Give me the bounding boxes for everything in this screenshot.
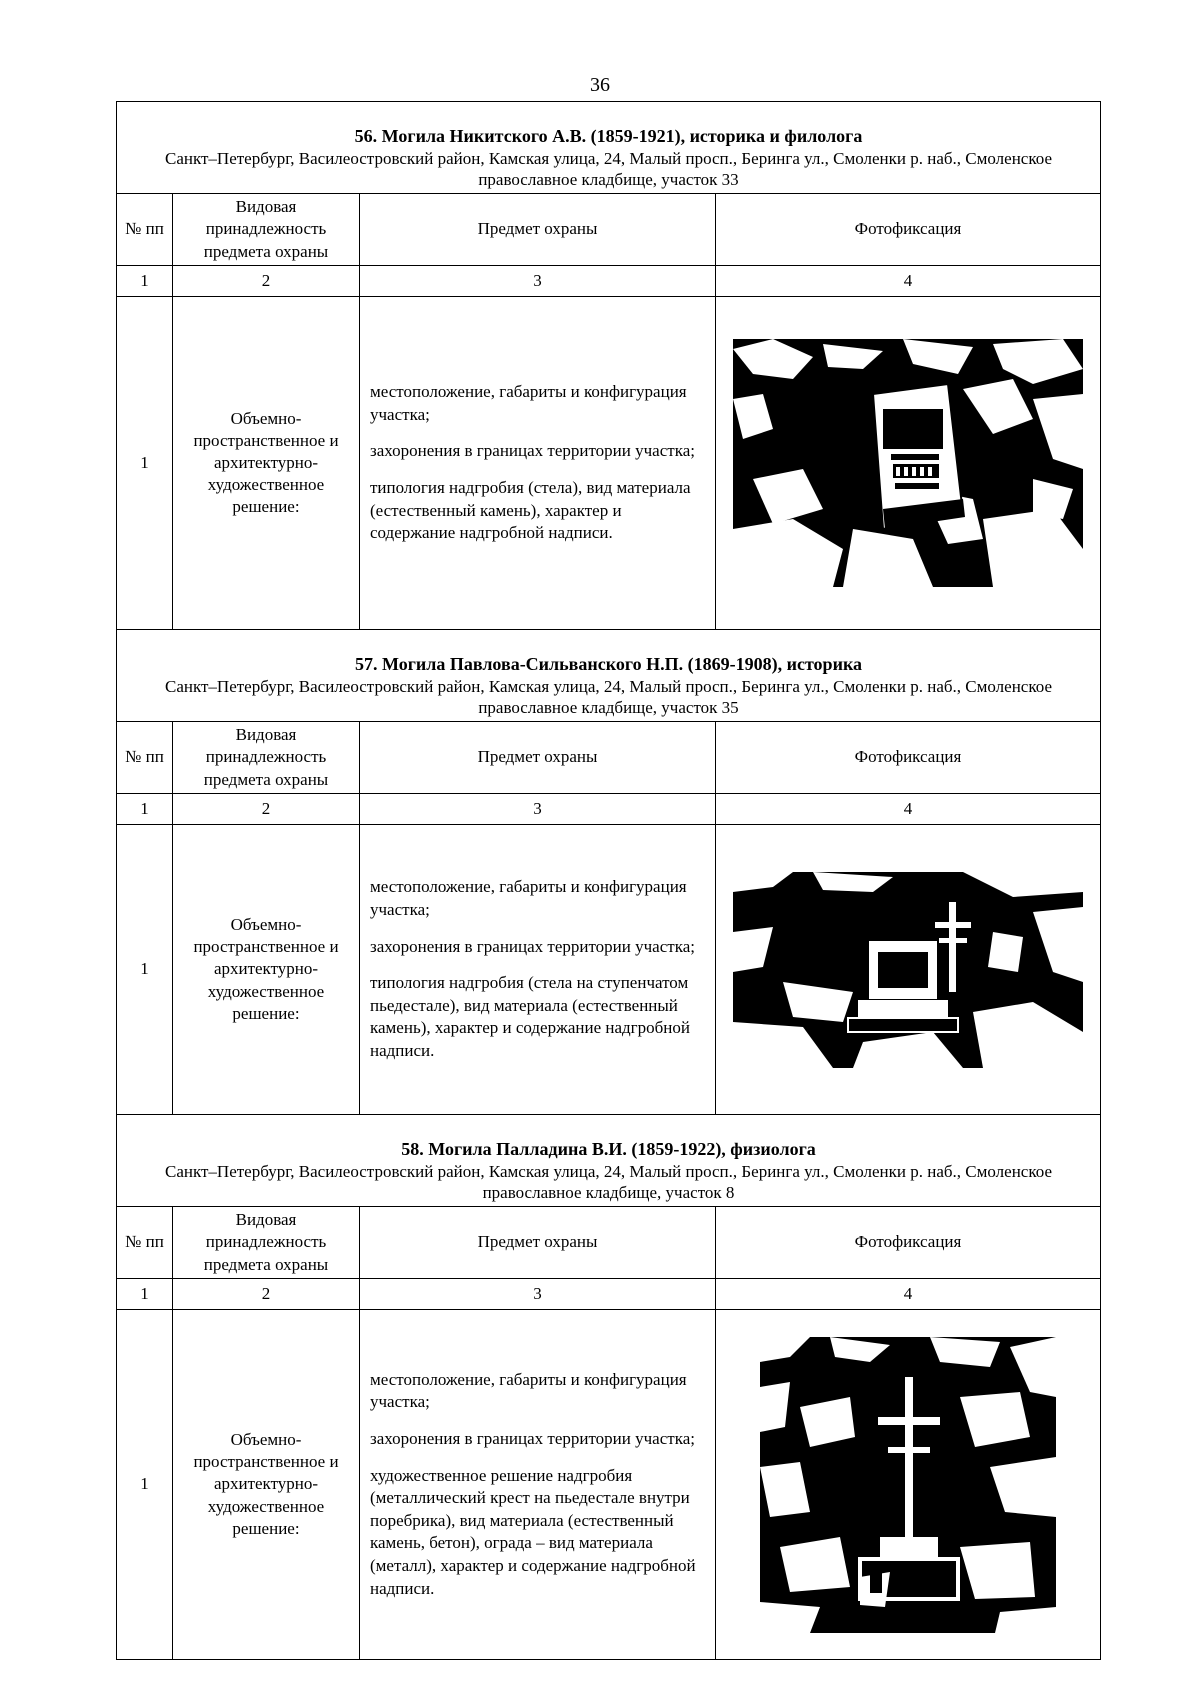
subject-cell — [360, 297, 716, 630]
subject-cell — [360, 825, 716, 1115]
header-photo: Фотофиксация — [716, 194, 1101, 266]
subject-item: местоположение, габариты и конфигурация участка; — [370, 382, 687, 424]
header-category: Видовая принадлежность предмета охраны — [173, 722, 360, 794]
object-header-row — [117, 630, 1101, 722]
subject-item: типология надгробия (стела), вид материала (естественный камень), характер и содержание надгробной надписи. — [370, 478, 691, 543]
object-header-row — [117, 1115, 1101, 1207]
row-number: 1 — [117, 1310, 173, 1660]
column-number: 4 — [716, 794, 1101, 825]
subject-item: захоронения в границах территории участка; — [370, 1428, 695, 1448]
data-row — [117, 1310, 1101, 1660]
object-address: Санкт–Петербург, Василеостровский район, Камская улица, 24, Малый просп., Беринга ул., Смоленки р. наб., Смоленское православное кладбище, участок 8 — [164, 1161, 1052, 1202]
column-header-row — [117, 1207, 1101, 1279]
column-number: 2 — [173, 266, 360, 297]
photo-cell — [716, 825, 1101, 1115]
category-cell: Объемно-пространственное и архитектурно-художественное решение: — [173, 1310, 360, 1660]
header-no: № пп — [117, 194, 173, 266]
object-title: 58. Могила Палладина В.И. (1859-1922), физиолога — [401, 1139, 816, 1159]
photo-cell — [716, 1310, 1101, 1660]
subject-item: захоронения в границах территории участка; — [370, 936, 695, 956]
header-photo: Фотофиксация — [716, 1207, 1101, 1279]
subject-item: типология надгробия (стела на ступенчатом пьедестале), вид материала (естественный камень), характер и содержание надгробной надписи. — [370, 973, 690, 1061]
category-cell: Объемно-пространственное и архитектурно-художественное решение: — [173, 825, 360, 1115]
object-header — [117, 102, 1101, 194]
header-photo: Фотофиксация — [716, 722, 1101, 794]
column-number: 2 — [173, 1279, 360, 1310]
data-row — [117, 825, 1101, 1115]
subject-item: местоположение, габариты и конфигурация участка; — [370, 877, 687, 919]
column-number: 1 — [117, 794, 173, 825]
column-number: 4 — [716, 1279, 1101, 1310]
column-number-row — [117, 794, 1101, 825]
column-number-row — [117, 266, 1101, 297]
photo-cell — [716, 297, 1101, 630]
object-header — [117, 1115, 1101, 1207]
column-number: 3 — [360, 266, 716, 297]
subject-item: местоположение, габариты и конфигурация участка; — [370, 1369, 687, 1412]
page-number: 36 — [590, 74, 610, 96]
subject-item: захоронения в границах территории участка; — [370, 441, 695, 461]
column-number: 3 — [360, 794, 716, 825]
column-number: 2 — [173, 794, 360, 825]
object-header-row — [117, 102, 1101, 194]
grave-photo — [760, 1337, 1056, 1633]
object-title: 56. Могила Никитского А.В. (1859-1921), историка и филолога — [354, 126, 863, 146]
header-no: № пп — [117, 722, 173, 794]
subject-item: художественное решение надгробия (металлический крест на пьедестале внутри поребрика), вид материала (естественный камень, бетон), ограда – вид материала (металл), характер и содержание надгробной надписи. — [370, 1465, 696, 1598]
object-address: Санкт–Петербург, Василеостровский район, Камская улица, 24, Малый просп., Беринга ул., Смоленки р. наб., Смоленское православное кладбище, участок 35 — [164, 676, 1052, 717]
data-row — [117, 297, 1101, 630]
header-category: Видовая принадлежность предмета охраны — [173, 194, 360, 266]
grave-photo — [733, 872, 1083, 1068]
column-number: 1 — [117, 266, 173, 297]
column-header-row — [117, 194, 1101, 266]
column-number: 4 — [716, 266, 1101, 297]
object-header — [117, 630, 1101, 722]
protection-subjects-table — [116, 101, 1101, 1660]
header-no: № пп — [117, 1207, 173, 1279]
header-subject: Предмет охраны — [360, 1207, 716, 1279]
category-cell: Объемно-пространственное и архитектурно-художественное решение: — [173, 297, 360, 630]
object-title: 57. Могила Павлова-Сильванского Н.П. (1869-1908), историка — [354, 654, 863, 674]
grave-photo — [733, 339, 1083, 587]
header-category: Видовая принадлежность предмета охраны — [173, 1207, 360, 1279]
column-number-row — [117, 1279, 1101, 1310]
row-number: 1 — [117, 825, 173, 1115]
subject-cell — [360, 1310, 716, 1660]
column-number: 1 — [117, 1279, 173, 1310]
header-subject: Предмет охраны — [360, 722, 716, 794]
object-address: Санкт–Петербург, Василеостровский район, Камская улица, 24, Малый просп., Беринга ул., Смоленки р. наб., Смоленское православное кладбище, участок 33 — [164, 148, 1052, 189]
row-number: 1 — [117, 297, 173, 630]
column-number: 3 — [360, 1279, 716, 1310]
column-header-row — [117, 722, 1101, 794]
header-subject: Предмет охраны — [360, 194, 716, 266]
